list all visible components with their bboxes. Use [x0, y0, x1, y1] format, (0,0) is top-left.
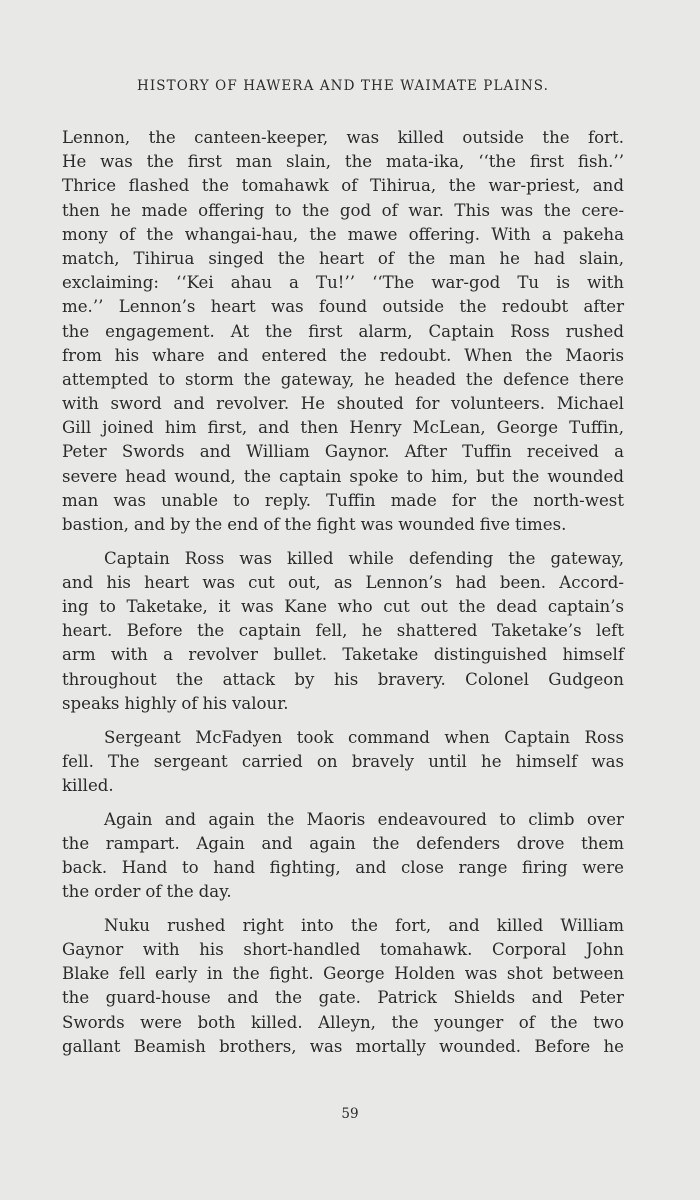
- text-line: bastion, and by the end of the fight was wounded five times.: [62, 515, 567, 534]
- text-line: He was the first man slain, the mata-ika, ‘‘the first fish.’’: [62, 152, 624, 172]
- text-line: Captain Ross was killed while defending the gateway,: [104, 548, 624, 568]
- text-line: heart. Before the captain fell, he shattered Taketake’s left: [62, 621, 624, 641]
- text-line: throughout the attack by his bravery. Colonel Gudgeon: [62, 669, 624, 689]
- text-line: mony of the whangai-hau, the mawe offering. With a pakeha: [62, 224, 624, 244]
- paragraph-3: [62, 726, 624, 799]
- running-head: HISTORY OF HAWERA AND THE WAIMATE PLAINS.: [137, 78, 549, 94]
- text-line: the rampart. Again and again the defenders drove them: [62, 833, 624, 853]
- text-line: the engagement. At the first alarm, Captain Ross rushed: [62, 321, 624, 341]
- text-line: the guard-house and the gate. Patrick Shields and Peter: [62, 988, 624, 1008]
- text-line: severe head wound, the captain spoke to him, but the wounded: [62, 466, 624, 486]
- text-line: speaks highly of his valour.: [62, 693, 289, 713]
- text-line: match, Tihirua singed the heart of the man he had slain,: [62, 248, 624, 268]
- text-line: exclaiming: ‘‘Kei ahau a Tu!’’ ‘‘The war-god Tu is with: [62, 273, 624, 293]
- text-line: Gaynor with his short-handled tomahawk. Corporal John: [62, 940, 624, 959]
- text-line: back. Hand to hand fighting, and close range firing were: [62, 857, 624, 877]
- text-line: Thrice flashed the tomahawk of Tihirua, the war-priest, and: [62, 176, 624, 196]
- page-number: 59: [341, 1106, 359, 1122]
- text-line: Lennon, the canteen-keeper, was killed outside the fort.: [62, 128, 624, 147]
- text-line: man was unable to reply. Tuffin made for the north-west: [62, 490, 624, 510]
- text-line: Swords were both killed. Alleyn, the younger of the two: [62, 1012, 624, 1032]
- text-line: Blake fell early in the fight. George Holden was shot between: [62, 964, 624, 984]
- text-line: arm with a revolver bullet. Taketake distinguished himself: [62, 645, 624, 665]
- text-line: fell. The sergeant carried on bravely until he himself was: [62, 751, 624, 771]
- paragraph-5: [62, 914, 624, 1059]
- text-line: with sword and revolver. He shouted for volunteers. Michael: [62, 394, 624, 414]
- text-line: Sergeant McFadyen took command when Captain Ross: [104, 727, 624, 747]
- text-line: Peter Swords and William Gaynor. After Tuffin received a: [62, 442, 624, 462]
- paragraph-2: [62, 547, 624, 716]
- paragraph-1: [62, 126, 624, 537]
- paragraph-4: [62, 808, 624, 905]
- text-line: Gill joined him first, and then Henry McLean, George Tuffin,: [62, 418, 624, 438]
- body-text: [62, 126, 624, 1068]
- text-line: attempted to storm the gateway, he headed the defence there: [62, 369, 624, 389]
- text-line: Again and again the Maoris endeavoured to climb over: [104, 809, 624, 829]
- text-line: killed.: [62, 775, 114, 795]
- text-line: from his whare and entered the redoubt. When the Maoris: [62, 345, 624, 365]
- text-line: ing to Taketake, it was Kane who cut out the dead captain’s: [62, 597, 624, 617]
- text-line: gallant Beamish brothers, was mortally wounded. Before he: [62, 1036, 624, 1056]
- text-line: and his heart was cut out, as Lennon’s had been. Accord-: [62, 572, 624, 592]
- text-line: me.’’ Lennon’s heart was found outside the redoubt after: [62, 297, 624, 317]
- text-line: Nuku rushed right into the fort, and killed William: [104, 915, 624, 935]
- text-line: the order of the day.: [62, 882, 232, 902]
- text-line: then he made offering to the god of war. This was the cere-: [62, 200, 624, 220]
